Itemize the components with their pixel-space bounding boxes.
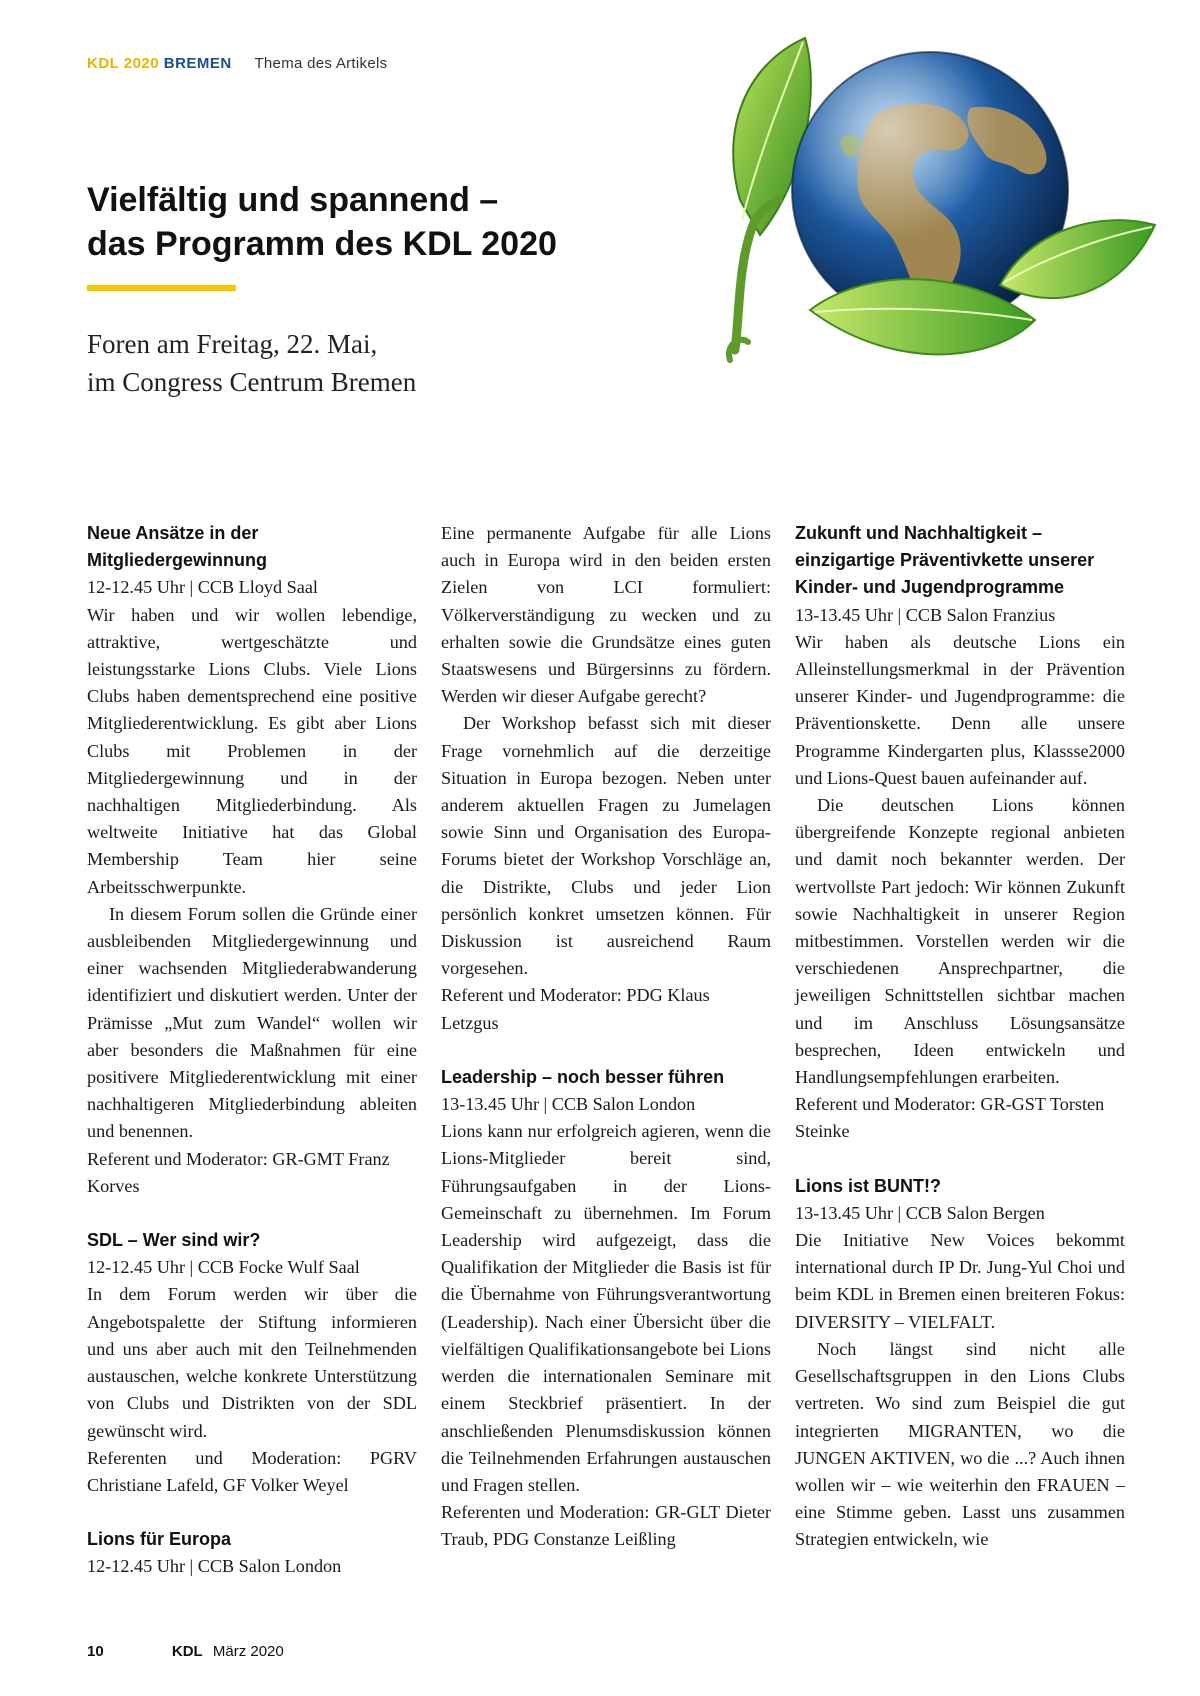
globe-with-leaves-icon <box>700 20 1170 390</box>
column-2 <box>441 520 771 1554</box>
paragraph: Eine permanente Aufgabe für alle Lions auch in Europa wird in den beiden ersten Zielen von LCI formuliert: Völkerverständigung zu wecken und zu erhalten sowie die Grundsätze eines guten Staatswesens und Bürgersinns zu fördern. Werden wir dieser Aufgabe gerecht? <box>441 523 771 707</box>
paragraph: Wir haben als deutsche Lions ein Alleinstellungsmerkmal in der Prävention unserer Kinder- und Jugendprogramme: die Präventionskette. Denn alle unsere Programme Kindergarten plus, Klassse2000 und Lions-Quest bauen aufeinander auf. <box>795 631 1125 788</box>
magazine-name: KDL <box>171 1643 203 1660</box>
article-title <box>87 178 687 266</box>
section-title: Leadership – noch besser führen <box>441 1066 725 1087</box>
paragraph: In diesem Forum sollen die Gründe einer ausbleibenden Mitgliedergewinnung und einer wachsenden Mitgliederabwanderung identifiziert und diskutiert werden. Unter der Prämisse „Mut zum Wandel“ wollen wir aber besonders die Maßnahmen für eine positivere Mitgliederentwicklung mit einer nachhaltigeren Mitgliederbindung ableiten und benennen. <box>87 903 417 1142</box>
speaker-credit: Referenten und Moderation: GR-GLT Dieter Traub, PDG Constanze Leißling <box>441 1502 771 1550</box>
paragraph: Lions kann nur erfolgreich agieren, wenn die Lions-Mitglieder bereit sind, Führungsaufgaben in der Lions-Gemeinschaft zu übernehmen. Im Forum Leadership wird aufgezeigt, dass die Qualifikation der Mitglieder die Basis ist für die Übernahme von Führungsverantwortung (Leadership). Nach einer Übersicht über die vielfältigen Qualifikationsangebote bei Lions werden die internationalen Seminare mit einem Steckbrief präsentiert. In der anschließenden Plenumsdiskussion können die Teilnehmenden Erfahrungen austauschen und Fragen stellen. <box>441 1121 771 1495</box>
paragraph: Der Workshop befasst sich mit dieser Frage vornehmlich auf die derzeitige Situation in Europa bezogen. Neben unter anderem aktuellen Fragen zu Jumelagen sowie Sinn und Organisation des Europa-Forums bietet der Workshop Vorschläge an, die Distrikte, Clubs und jeder Lion persönlich konkret umsetzen können. Für Diskussion ist ausreichend Raum vorgesehen. <box>441 713 771 979</box>
column-3 <box>795 520 1125 1554</box>
subtitle-line-1: Foren am Freitag, 22. Mai, <box>87 329 378 359</box>
speaker-credit: Referent und Moderator: GR-GST Torsten Steinke <box>795 1094 1105 1142</box>
title-underline <box>87 285 236 291</box>
article-subtitle <box>87 325 416 401</box>
paragraph: Wir haben und wir wollen lebendige, attraktive, wertgeschätzte und leistungsstarke Lions Clubs. Viele Lions Clubs haben dementsprechend eine positive Mitgliederentwicklung. Es gibt aber Lions Clubs mit Problemen in der Mitgliedergewinnung und in der nachhaltigen Mitgliederbindung. Als weltweite Initiative hat das Global Membership Team hier seine Arbeitsschwerpunkte. <box>87 604 417 897</box>
speaker-credit: Referent und Moderator: PDG Klaus Letzgus <box>441 985 710 1033</box>
speaker-credit: Referent und Moderator: GR-GMT Franz Korves <box>87 1148 390 1196</box>
page-number: 10 <box>87 1643 104 1660</box>
section-title: Lions ist BUNT!? <box>795 1175 941 1196</box>
header-kdl: KDL 2020 <box>87 55 160 72</box>
subtitle-line-2: im Congress Centrum Bremen <box>87 367 417 397</box>
page-footer <box>87 1643 284 1660</box>
paragraph: Noch längst sind nicht alle Gesellschaftsgruppen in den Lions Clubs vertreten. Wo sind zum Beispiel die gut integrierten MIGRANTEN, wo die JUNGEN AKTIVEN, wo die ...? Auch ihnen wollen wir – wie weiterhin den FRAUEN – eine Stimme geben. Lasst uns zusammen Strategien entwickeln, wie <box>795 1338 1125 1550</box>
header-bremen: BREMEN <box>163 55 232 72</box>
section-time-room: 13-13.45 Uhr | CCB Salon Bergen <box>795 1202 1045 1223</box>
column-1 <box>87 520 417 1581</box>
issue-date: März 2020 <box>212 1643 284 1660</box>
section-time-room: 12-12.45 Uhr | CCB Focke Wulf Saal <box>87 1257 360 1278</box>
section-title: SDL – Wer sind wir? <box>87 1230 261 1251</box>
title-line-2: das Programm des KDL 2020 <box>87 225 557 263</box>
speaker-credit: Referenten und Moderation: PGRV Christiane Lafeld, GF Volker Weyel <box>87 1447 417 1495</box>
paragraph: Die deutschen Lions können übergreifende Konzepte regional anbieten und damit noch bekannter werden. Der wertvollste Part jedoch: Wir können Zukunft sowie Nachhaltigkeit in unserer Region mitbestimmen. Vorstellen werden wir die verschiedenen Ansprechpartner, die jeweiligen Schnittstellen sichtbar machen und im Anschluss Lösungsansätze besprechen, Ideen entwickeln und Handlungsempfehlungen erarbeiten. <box>795 795 1125 1088</box>
paragraph: Die Initiative New Voices bekommt international durch IP Dr. Jung-Yul Choi und beim KDL in Bremen einen breiteren Fokus: DIVERSITY – VIELFALT. <box>795 1230 1125 1332</box>
section-time-room: 12-12.45 Uhr | CCB Lloyd Saal <box>87 577 318 598</box>
section-title: Neue Ansätze in der Mitgliedergewinnung <box>87 523 267 571</box>
title-line-1: Vielfältig und spannend – <box>87 181 499 219</box>
section-time-room: 13-13.45 Uhr | CCB Salon London <box>441 1094 696 1115</box>
section-title: Lions für Europa <box>87 1529 231 1550</box>
paragraph: In dem Forum werden wir über die Angebotspalette der Stiftung informieren und uns aber auch mit den Teilnehmenden austauschen, welche konkrete Unterstützung von Clubs und Distrikten von der SDL gewünscht wird. <box>87 1284 417 1441</box>
header-topic: Thema des Artikels <box>254 55 388 72</box>
running-header <box>87 55 387 72</box>
section-time-room: 13-13.45 Uhr | CCB Salon Franzius <box>795 604 1056 625</box>
section-title: Zukunft und Nachhaltigkeit – einzigartige Präventivkette unserer Kinder- und Jugendprogramme <box>795 523 1095 598</box>
section-time-room: 12-12.45 Uhr | CCB Salon London <box>87 1556 342 1577</box>
